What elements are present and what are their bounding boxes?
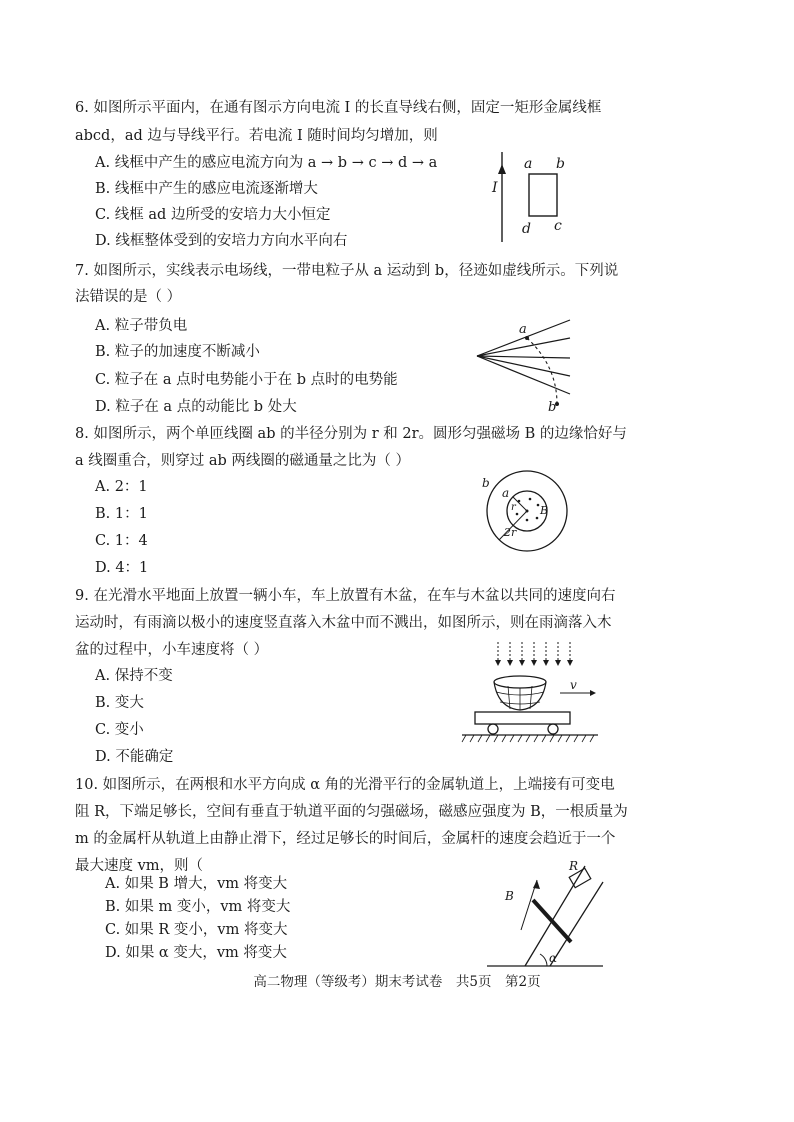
- point-a-label: a: [519, 322, 527, 337]
- q6-option-b: B. 线框中产生的感应电流逐渐增大: [95, 181, 318, 197]
- q8-stem-line1: 8. 如图所示，两个单匝线圈 ab 的半径分别为 r 和 2r。圆形匀强磁场 B 的边缘恰好与: [75, 426, 627, 442]
- field-line-2: [477, 338, 570, 356]
- angle-alpha-label: α: [549, 951, 558, 965]
- corner-c-label: c: [554, 218, 562, 234]
- q10-stem-line4: 最大速度 vm，则（: [75, 858, 204, 874]
- q6-option-c: C. 线框 ad 边所受的安培力大小恒定: [95, 207, 331, 223]
- page-footer: 高二物理（等级考）期末考试卷 共5页 第2页: [253, 974, 541, 990]
- resistor-label: R: [569, 859, 579, 873]
- angle-arc: [540, 954, 547, 966]
- q10-stem-line2: 阻 R，下端足够长，空间有垂直于轨道平面的匀强磁场，磁感应强度为 B，一根质量为: [75, 804, 628, 820]
- field-line-5: [477, 356, 570, 394]
- coil-b-label: b: [482, 476, 490, 490]
- field-b-label: B: [540, 504, 549, 517]
- q8-option-a: A. 2：1: [95, 479, 148, 495]
- field-b-arrowhead-icon: [533, 880, 540, 889]
- q7-option-a: A. 粒子带负电: [95, 318, 188, 334]
- q9-option-d: D. 不能确定: [95, 749, 174, 765]
- corner-d-label: d: [522, 221, 531, 237]
- q10-stem-line1: 10. 如图所示，在两根和水平方向成 α 角的光滑平行的金属轨道上，上端接有可变电: [75, 777, 615, 793]
- radius-2r-label: 2r: [504, 526, 517, 539]
- q7-option-d: D. 粒子在 a 点的动能比 b 处大: [95, 399, 297, 415]
- field-dot: [516, 513, 519, 516]
- velocity-label: v: [570, 678, 577, 692]
- point-b-label: b: [548, 400, 557, 415]
- coil-a-label: a: [502, 486, 510, 500]
- raindrops: [498, 642, 570, 662]
- field-dot: [526, 519, 529, 522]
- velocity-arrowhead-icon: [590, 690, 596, 696]
- corner-b-label: b: [556, 156, 565, 172]
- q7-option-c: C. 粒子在 a 点时电势能小于在 b 点时的电势能: [95, 372, 398, 388]
- q10-option-a: A. 如果 B 增大，vm 将变大: [105, 876, 288, 892]
- cart-wheel-right: [548, 724, 558, 734]
- q7-stem-line2: 法错误的是（ ）: [75, 289, 182, 305]
- q8-option-b: B. 1：1: [95, 506, 148, 522]
- radius-r-label: r: [511, 502, 516, 513]
- q9-option-b: B. 变大: [95, 695, 144, 711]
- q6-option-d: D. 线框整体受到的安培力方向水平向右: [95, 233, 348, 249]
- q10-figure: [485, 858, 605, 970]
- q9-option-c: C. 变小: [95, 722, 144, 738]
- q6-option-a: A. 线框中产生的感应电流方向为 a → b → c → d → a: [95, 155, 438, 171]
- q10-option-d: D. 如果 α 变大，vm 将变大: [105, 945, 287, 961]
- q9-stem-line2: 运动时，有雨滴以极小的速度竖直落入木盆中而不溅出，如图所示，则在雨滴落入木: [75, 615, 612, 631]
- q9-option-a: A. 保持不变: [95, 668, 173, 684]
- field-dot: [529, 498, 532, 501]
- ground-hatch: [462, 735, 594, 742]
- q10-stem-line3: m 的金属杆从轨道上由静止滑下，经过足够长的时间后，金属杆的速度会趋近于一个: [75, 831, 616, 847]
- current-arrow-icon: [498, 164, 506, 174]
- field-dot: [537, 504, 540, 507]
- cart-body: [475, 712, 570, 724]
- q7-stem-line1: 7. 如图所示，实线表示电场线，一带电粒子从 a 运动到 b，径迹如虚线所示。下列说: [75, 263, 619, 279]
- q6-stem-line1: 6. 如图所示平面内，在通有图示方向电流 I 的长直导线右侧，固定一矩形金属线框: [75, 100, 602, 116]
- cart-wheel-left: [488, 724, 498, 734]
- q9-stem-line1: 9. 在光滑水平地面上放置一辆小车，车上放置有木盆，在车与木盆以共同的速度向右: [75, 588, 616, 604]
- q10-option-c: C. 如果 R 变小，vm 将变大: [105, 922, 288, 938]
- q10-option-b: B. 如果 m 变小，vm 将变大: [105, 899, 291, 915]
- field-line-3: [477, 356, 570, 358]
- rail-upper: [550, 882, 603, 966]
- field-line-4: [477, 356, 570, 376]
- q9-stem-line3: 盆的过程中，小车速度将（ ）: [75, 642, 269, 658]
- field-b-label: B: [505, 889, 514, 903]
- trajectory-path: [527, 338, 557, 404]
- q6-figure: [488, 150, 588, 245]
- q7-figure: [475, 318, 575, 413]
- q8-figure: [472, 470, 582, 555]
- metal-rod: [533, 900, 571, 942]
- corner-a-label: a: [524, 156, 533, 172]
- q9-figure: [460, 640, 600, 748]
- raindrop-arrowheads: [495, 660, 573, 666]
- q8-option-c: C. 1：4: [95, 533, 148, 549]
- current-label: I: [492, 180, 498, 196]
- q8-stem-line2: a 线圈重合，则穿过 ab 两线圈的磁通量之比为（ ）: [75, 453, 411, 469]
- q6-stem-line2: abcd，ad 边与导线平行。若电流 I 随时间均匀增加，则: [75, 128, 438, 144]
- q7-option-b: B. 粒子的加速度不断减小: [95, 344, 260, 360]
- wooden-basin-rim: [494, 676, 546, 688]
- field-dot: [536, 517, 539, 520]
- q8-option-d: D. 4：1: [95, 560, 149, 576]
- wire-frame: [529, 174, 557, 216]
